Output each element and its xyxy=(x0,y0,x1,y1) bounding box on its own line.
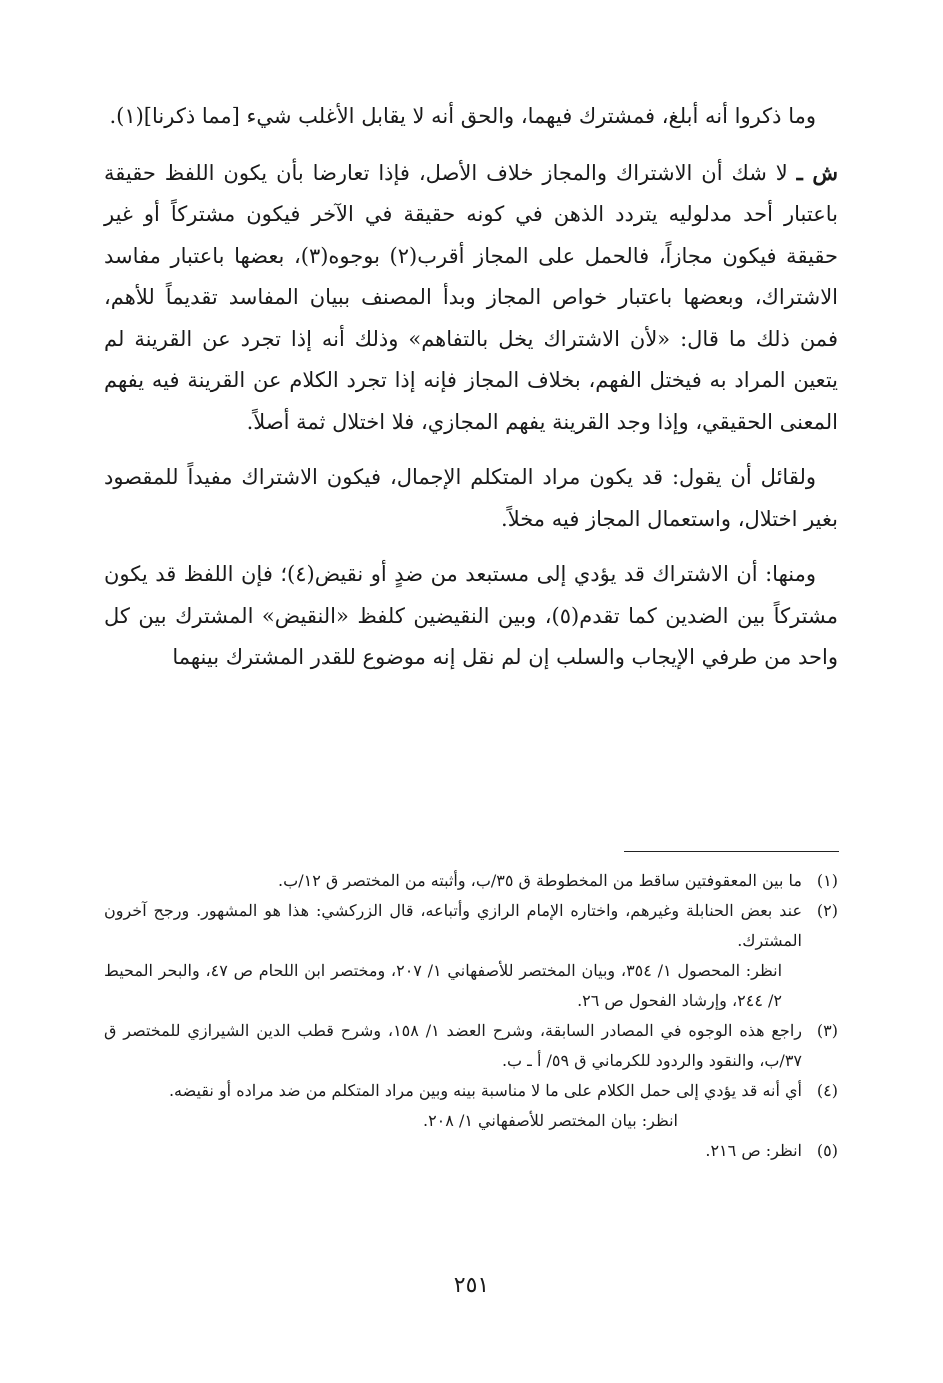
paragraph-2 xyxy=(104,152,838,444)
commentary-marker: ش ـ xyxy=(796,159,838,185)
footnote-text: ما بين المعقوفتين ساقط من المخطوطة ق ٣٥/ب، وأثبته من المختصر ق ١٢/ب. xyxy=(278,871,802,890)
footnote-number: (٢) xyxy=(816,901,838,920)
footnote-3 xyxy=(104,1016,838,1076)
footnote-separator xyxy=(624,851,839,852)
footnote-text: راجع هذه الوجوه في المصادر السابقة، وشرح العضد ١/ ١٥٨، وشرح قطب الدين الشيرازي للمختصر ق ٣٧/ب، والنقود والردود للكرماني ق ٥٩/ أ ـ ب. xyxy=(104,1021,802,1070)
footnote-number: (٥) xyxy=(816,1141,838,1160)
footnote-4 xyxy=(104,1076,838,1106)
footnote-5 xyxy=(104,1136,838,1166)
footnote-number: (٤) xyxy=(816,1081,838,1100)
footnote-2 xyxy=(104,896,838,956)
footnote-number: (١) xyxy=(816,871,838,890)
footnote-4-reference: انظر: بيان المختصر للأصفهاني ١/ ٢٠٨. xyxy=(422,1111,678,1130)
paragraph-3: ولقائل أن يقول: قد يكون مراد المتكلم الإجمال، فيكون الاشتراك مفيداً للمقصود بغير اختلال، واستعمال المجاز فيه مخلاً. xyxy=(104,465,838,531)
footnote-number: (٣) xyxy=(816,1021,838,1040)
paragraph-1: وما ذكروا أنه أبلغ، فمشترك فيهما، والحق أنه لا يقابل الأغلب شيء [مما ذكرنا](١). xyxy=(109,104,816,128)
paragraph-4: ومنها: أن الاشتراك قد يؤدي إلى مستبعد من ضدٍ أو نقيض(٤)؛ فإن اللفظ قد يكون مشتركاً بين الضدين كما تقدم(٥)، وبين النقيضين كلفظ «النقيض» المشترك بين كل واحد من طرفي الإيجاب والسلب إن لم نقل إنه موضوع للقدر المشترك بينهما xyxy=(104,562,838,669)
footnote-1 xyxy=(104,866,838,896)
main-text xyxy=(104,96,838,693)
page-number: ٢٥١ xyxy=(453,1273,490,1298)
footnote-text: انظر: ص ٢١٦. xyxy=(705,1141,802,1160)
footnote-text: أي أنه قد يؤدي إلى حمل الكلام على ما لا مناسبة بينه وبين مراد المتكلم من ضد مراده أو نقيضه. xyxy=(168,1081,802,1100)
footnotes xyxy=(104,866,838,1166)
paragraph-2-text: لا شك أن الاشتراك والمجاز خلاف الأصل، فإذا تعارضا بأن يكون اللفظ حقيقة باعتبار أحد مدلوليه يتردد الذهن في كونه حقيقة في الآخر فيكون مشتركاً أو غير حقيقة فيكون مجازاً، فالحمل على المجاز أقرب(٢) بوجوه(٣)، بعضها باعتبار مفاسد الاشتراك، وبعضها باعتبار خواص المجاز وبدأ المصنف ببيان المفاسد تقديماً للأهم، فمن ذلك ما قال: «لأن الاشتراك يخل بالتفاهم» وذلك أنه إذا تجرد عن القرينة لم يتعين المراد به فيختل الفهم، بخلاف المجاز فإنه إذا تجرد الكلام عن القرينة فيه يفهم المعنى الحقيقي، وإذا وجد القرينة يفهم المجازي، فلا اختلال ثمة أصلاً. xyxy=(104,160,839,434)
footnote-2-references: انظر: المحصول ١/ ٣٥٤، وبيان المختصر للأصفهاني ١/ ٢٠٧، ومختصر ابن اللحام ص ٤٧، والبحر المحيط ٢/ ٢٤٤، وإرشاد الفحول ص ٢٦. xyxy=(104,961,783,1010)
footnote-text: عند بعض الحنابلة وغيرهم، واختاره الإمام الرازي وأتباعه، قال الزركشي: هذا هو المشهور. ورجح آخرون المشترك. xyxy=(104,901,802,950)
